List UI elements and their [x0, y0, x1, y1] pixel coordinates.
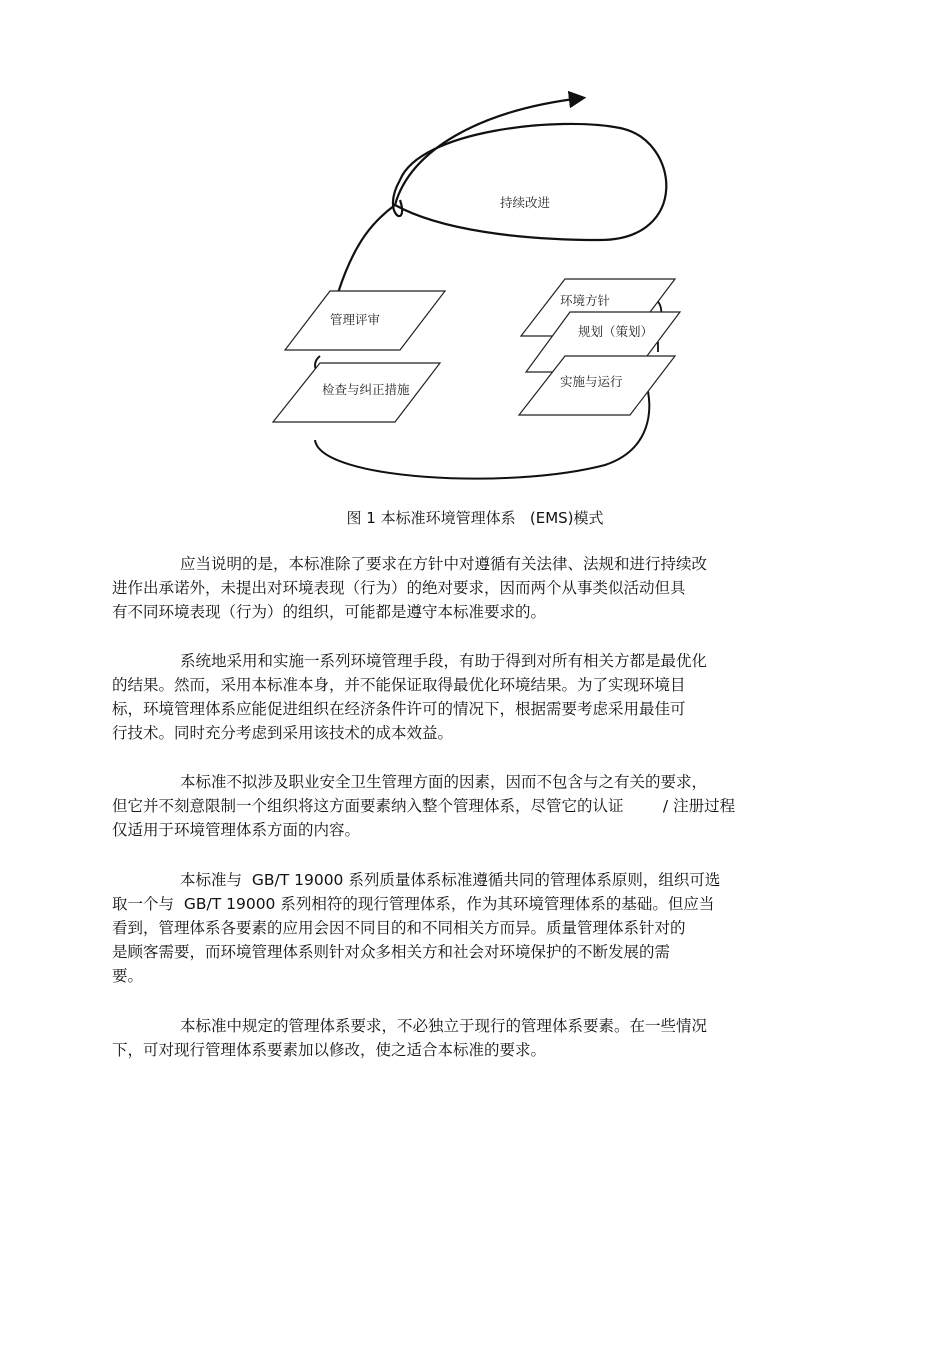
paragraph-1: [112, 552, 842, 624]
implementation-label: 实施与运行: [560, 374, 623, 389]
paragraph-4: [112, 868, 842, 988]
paragraph-line: 的结果。然而，采用本标准本身，并不能保证取得最优化环境结果。为了实现环境目: [112, 676, 686, 694]
paragraph-line: 看到，管理体系各要素的应用会因不同目的和不同相关方而异。质量管理体系针对的: [112, 919, 686, 937]
planning-label: 规划（策划）: [578, 324, 654, 339]
paragraph-line: 进作出承诺外，未提出对环境表现（行为）的绝对要求，因而两个从事类似活动但具: [112, 579, 686, 597]
paragraph-line: 仅适用于环境管理体系方面的内容。: [112, 821, 361, 839]
paragraph-line: 本标准中规定的管理体系要求，不必独立于现行的管理体系要素。在一些情况: [180, 1017, 708, 1035]
paragraph-2: [112, 649, 842, 745]
check-label: 检查与纠正措施: [322, 382, 410, 397]
paragraph-line: 应当说明的是，本标准除了要求在方针中对遵循有关法律、法规和进行持续改: [180, 555, 708, 573]
mgmt-review-label: 管理评审: [330, 312, 381, 327]
paragraph-line: 本标准与 GB/T 19000 系列质量体系标准遵循共同的管理体系原则，组织可选: [180, 871, 721, 889]
figure-caption: 图 1 本标准环境管理体系 (EMS)模式: [346, 509, 604, 527]
paragraph-line: 有不同环境表现（行为）的组织，可能都是遵守本标准要求的。: [112, 603, 547, 621]
paragraph-line: 下，可对现行管理体系要素加以修改，使之适合本标准的要求。: [112, 1041, 547, 1059]
paragraph-line: 要。: [112, 967, 144, 985]
paragraph-line: 本标准不拟涉及职业安全卫生管理方面的因素，因而不包含与之有关的要求，: [180, 773, 708, 791]
improvement-arrow: [395, 98, 582, 205]
paragraph-5: [112, 1014, 842, 1062]
ems-model-diagram: [260, 80, 700, 490]
improvement-label: 持续改进: [500, 195, 551, 210]
paragraph-line: 取一个与 GB/T 19000 系列相符的现行管理体系，作为其环境管理体系的基础。但应当: [112, 895, 715, 913]
paragraph-3: [112, 770, 842, 842]
paragraph-line: 是顾客需要，而环境管理体系则针对众多相关方和社会对环境保护的不断发展的需: [112, 943, 671, 961]
paragraph-line: 行技术。同时充分考虑到采用该技术的成本效益。: [112, 724, 454, 742]
paragraph-line: 但它并不刻意限制一个组织将这方面要素纳入整个管理体系，尽管它的认证 / 注册过程: [112, 797, 736, 815]
paragraph-line: 系统地采用和实施一系列环境管理手段，有助于得到对所有相关方都是最优化: [180, 652, 708, 670]
policy-label: 环境方针: [560, 293, 611, 308]
paragraph-line: 标，环境管理体系应能促进组织在经济条件许可的情况下，根据需要考虑采用最佳可: [112, 700, 686, 718]
